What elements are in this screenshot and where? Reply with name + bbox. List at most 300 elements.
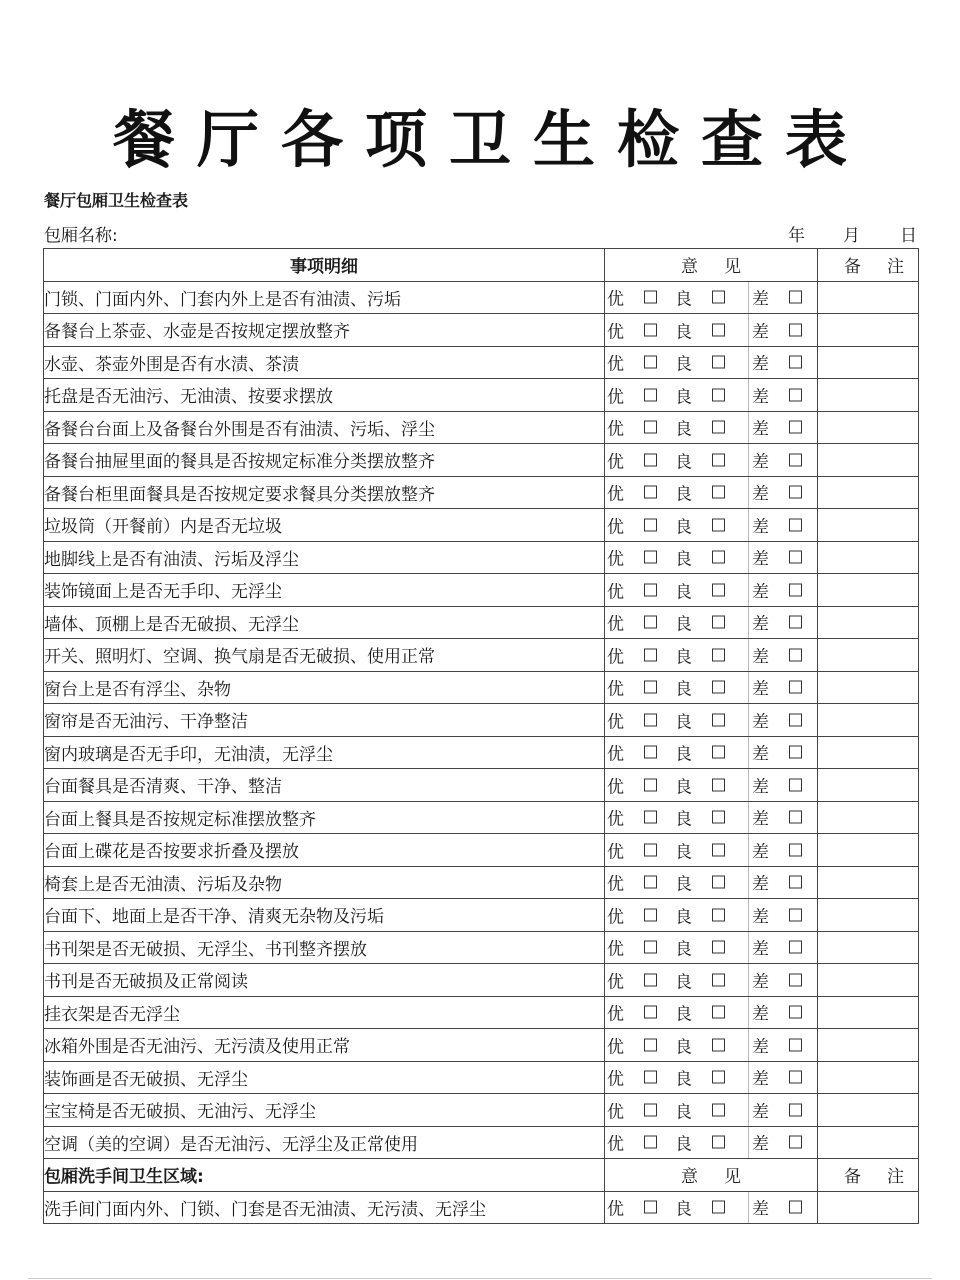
item-text: 台面下、地面上是否干净、清爽无杂物及污垢 bbox=[44, 899, 605, 932]
rating-fair-checkbox[interactable] bbox=[712, 453, 725, 466]
remark-cell[interactable] bbox=[818, 834, 919, 867]
rating-poor-checkbox[interactable] bbox=[789, 388, 802, 401]
remark-cell[interactable] bbox=[818, 931, 919, 964]
rating-poor-checkbox[interactable] bbox=[789, 778, 802, 791]
rating-fair-checkbox[interactable] bbox=[712, 421, 725, 434]
remark-cell[interactable] bbox=[818, 704, 919, 737]
rating-poor-label: 差 bbox=[752, 289, 769, 310]
table-row bbox=[44, 1126, 919, 1159]
rating-good-checkbox[interactable] bbox=[644, 616, 657, 629]
rating-poor-label: 差 bbox=[752, 907, 769, 928]
rating-fair-checkbox[interactable] bbox=[712, 583, 725, 596]
remark-cell[interactable] bbox=[818, 671, 919, 704]
remark-cell[interactable] bbox=[818, 379, 919, 412]
table-row bbox=[44, 801, 919, 834]
rating-good-option bbox=[607, 447, 657, 472]
rating-poor-option bbox=[752, 902, 802, 927]
remark-cell[interactable] bbox=[818, 866, 919, 899]
rating-cell bbox=[605, 509, 818, 542]
rating-poor-option bbox=[752, 675, 802, 700]
rating-poor-checkbox[interactable] bbox=[789, 453, 802, 466]
rating-good-checkbox[interactable] bbox=[644, 583, 657, 596]
rating-fair-checkbox[interactable] bbox=[712, 811, 725, 824]
rating-good-label: 优 bbox=[607, 1134, 624, 1155]
rating-good-option bbox=[607, 870, 657, 895]
column-divider bbox=[748, 347, 749, 379]
rating-good-label: 优 bbox=[607, 582, 624, 603]
rating-poor-checkbox[interactable] bbox=[789, 811, 802, 824]
rating-poor-option bbox=[752, 285, 802, 310]
remark-cell[interactable] bbox=[818, 1094, 919, 1127]
rating-fair-checkbox[interactable] bbox=[712, 388, 725, 401]
rating-poor-checkbox[interactable] bbox=[789, 551, 802, 564]
column-divider bbox=[748, 444, 749, 476]
item-text: 地脚线上是否有油渍、污垢及浮尘 bbox=[44, 541, 605, 574]
rating-poor-checkbox[interactable] bbox=[789, 876, 802, 889]
rating-fair-checkbox[interactable] bbox=[712, 973, 725, 986]
rating-poor-option bbox=[752, 1195, 802, 1220]
table-row bbox=[44, 281, 919, 314]
item-text: 备餐台台面上及备餐台外围是否有油渍、污垢、浮尘 bbox=[44, 411, 605, 444]
rating-good-option bbox=[607, 577, 657, 602]
rating-good-checkbox[interactable] bbox=[644, 291, 657, 304]
rating-good-checkbox[interactable] bbox=[644, 486, 657, 499]
rating-poor-label: 差 bbox=[752, 1004, 769, 1025]
column-divider bbox=[748, 639, 749, 671]
table-row bbox=[44, 574, 919, 607]
header-item: 事项明细 bbox=[44, 249, 605, 282]
rating-good-checkbox[interactable] bbox=[644, 356, 657, 369]
rating-fair-label: 良 bbox=[675, 614, 692, 635]
rating-good-option bbox=[607, 935, 657, 960]
rating-fair-option bbox=[675, 350, 725, 375]
table-row bbox=[44, 866, 919, 899]
rating-good-checkbox[interactable] bbox=[644, 648, 657, 661]
rating-poor-checkbox[interactable] bbox=[789, 713, 802, 726]
day-label: 日 bbox=[900, 226, 917, 246]
remark-cell[interactable] bbox=[818, 509, 919, 542]
table-row bbox=[44, 1191, 919, 1224]
rating-fair-label: 良 bbox=[675, 874, 692, 895]
rating-fair-checkbox[interactable] bbox=[712, 843, 725, 856]
rating-fair-label: 良 bbox=[675, 419, 692, 440]
remark-cell[interactable] bbox=[818, 996, 919, 1029]
column-divider bbox=[748, 542, 749, 574]
rating-fair-checkbox[interactable] bbox=[712, 486, 725, 499]
column-divider bbox=[748, 607, 749, 639]
remark-cell[interactable] bbox=[818, 541, 919, 574]
rating-cell bbox=[605, 671, 818, 704]
rating-good-checkbox[interactable] bbox=[644, 681, 657, 694]
rating-poor-label: 差 bbox=[752, 842, 769, 863]
rating-poor-checkbox[interactable] bbox=[789, 291, 802, 304]
remark-cell[interactable] bbox=[818, 574, 919, 607]
column-divider bbox=[748, 672, 749, 704]
rating-fair-checkbox[interactable] bbox=[712, 356, 725, 369]
rating-good-option bbox=[607, 740, 657, 765]
rating-fair-checkbox[interactable] bbox=[712, 1201, 725, 1214]
rating-good-option bbox=[607, 1130, 657, 1155]
rating-good-label: 优 bbox=[607, 1004, 624, 1025]
rating-cell bbox=[605, 314, 818, 347]
rating-cell bbox=[605, 834, 818, 867]
rating-good-checkbox[interactable] bbox=[644, 1103, 657, 1116]
sheet-subtitle: 餐厅包厢卫生检查表 bbox=[44, 191, 189, 210]
rating-fair-checkbox[interactable] bbox=[712, 713, 725, 726]
rating-good-checkbox[interactable] bbox=[644, 1038, 657, 1051]
rating-cell bbox=[605, 996, 818, 1029]
item-text: 台面上餐具是否按规定标准摆放整齐 bbox=[44, 801, 605, 834]
rating-poor-label: 差 bbox=[752, 1102, 769, 1123]
remark-cell[interactable] bbox=[818, 444, 919, 477]
rating-poor-checkbox[interactable] bbox=[789, 421, 802, 434]
rating-good-option bbox=[607, 642, 657, 667]
rating-fair-label: 良 bbox=[675, 647, 692, 668]
rating-poor-label: 差 bbox=[752, 582, 769, 603]
table-row bbox=[44, 346, 919, 379]
rating-fair-checkbox[interactable] bbox=[712, 941, 725, 954]
remark-cell[interactable] bbox=[818, 411, 919, 444]
rating-poor-option bbox=[752, 512, 802, 537]
rating-poor-checkbox[interactable] bbox=[789, 941, 802, 954]
rating-poor-label: 差 bbox=[752, 777, 769, 798]
rating-fair-label: 良 bbox=[675, 842, 692, 863]
rating-poor-checkbox[interactable] bbox=[789, 616, 802, 629]
table-row bbox=[44, 736, 919, 769]
rating-fair-option bbox=[675, 772, 725, 797]
table-row bbox=[44, 639, 919, 672]
rating-poor-checkbox[interactable] bbox=[789, 681, 802, 694]
rating-good-label: 优 bbox=[607, 744, 624, 765]
column-divider bbox=[748, 769, 749, 801]
table-row bbox=[44, 964, 919, 997]
rating-poor-option bbox=[752, 707, 802, 732]
rating-fair-option bbox=[675, 415, 725, 440]
rating-fair-option bbox=[675, 447, 725, 472]
rating-fair-checkbox[interactable] bbox=[712, 876, 725, 889]
rating-poor-option bbox=[752, 545, 802, 570]
rating-fair-checkbox[interactable] bbox=[712, 291, 725, 304]
rating-poor-option bbox=[752, 1000, 802, 1025]
remark-cell[interactable] bbox=[818, 314, 919, 347]
rating-fair-option bbox=[675, 740, 725, 765]
rating-good-checkbox[interactable] bbox=[644, 941, 657, 954]
table-row bbox=[44, 444, 919, 477]
rating-good-option bbox=[607, 675, 657, 700]
rating-cell bbox=[605, 736, 818, 769]
rating-poor-option bbox=[752, 837, 802, 862]
rating-good-label: 优 bbox=[607, 939, 624, 960]
rating-poor-checkbox[interactable] bbox=[789, 1136, 802, 1149]
rating-fair-checkbox[interactable] bbox=[712, 616, 725, 629]
rating-good-checkbox[interactable] bbox=[644, 323, 657, 336]
rating-poor-checkbox[interactable] bbox=[789, 1071, 802, 1084]
remark-cell[interactable] bbox=[818, 476, 919, 509]
column-divider bbox=[748, 1029, 749, 1061]
column-divider bbox=[748, 314, 749, 346]
item-text: 装饰画是否无破损、无浮尘 bbox=[44, 1061, 605, 1094]
rating-fair-option bbox=[675, 545, 725, 570]
remark-cell[interactable] bbox=[818, 346, 919, 379]
remark-cell[interactable] bbox=[818, 1029, 919, 1062]
column-divider bbox=[748, 477, 749, 509]
rating-fair-checkbox[interactable] bbox=[712, 746, 725, 759]
rating-fair-option bbox=[675, 610, 725, 635]
rating-good-checkbox[interactable] bbox=[644, 388, 657, 401]
rating-poor-label: 差 bbox=[752, 809, 769, 830]
rating-fair-checkbox[interactable] bbox=[712, 908, 725, 921]
rating-good-option bbox=[607, 382, 657, 407]
column-divider bbox=[748, 704, 749, 736]
rating-fair-option bbox=[675, 317, 725, 342]
table-row bbox=[44, 899, 919, 932]
rating-poor-option bbox=[752, 805, 802, 830]
rating-fair-option bbox=[675, 1097, 725, 1122]
column-divider bbox=[748, 867, 749, 899]
rating-fair-label: 良 bbox=[675, 679, 692, 700]
rating-good-label: 优 bbox=[607, 1069, 624, 1090]
rating-fair-label: 良 bbox=[675, 777, 692, 798]
rating-fair-checkbox[interactable] bbox=[712, 1103, 725, 1116]
rating-poor-option bbox=[752, 317, 802, 342]
rating-good-label: 优 bbox=[607, 1199, 624, 1220]
rating-good-option bbox=[607, 1065, 657, 1090]
rating-good-label: 优 bbox=[607, 712, 624, 733]
item-text: 冰箱外围是否无油污、无污渍及使用正常 bbox=[44, 1029, 605, 1062]
rating-good-checkbox[interactable] bbox=[644, 1201, 657, 1214]
rating-cell bbox=[605, 379, 818, 412]
rating-fair-label: 良 bbox=[675, 289, 692, 310]
item-text: 宝宝椅是否无破损、无油污、无浮尘 bbox=[44, 1094, 605, 1127]
item-text: 垃圾筒（开餐前）内是否无垃圾 bbox=[44, 509, 605, 542]
rating-good-checkbox[interactable] bbox=[644, 551, 657, 564]
rating-good-label: 优 bbox=[607, 322, 624, 343]
column-divider bbox=[748, 1127, 749, 1159]
rating-fair-checkbox[interactable] bbox=[712, 1006, 725, 1019]
rating-poor-option bbox=[752, 935, 802, 960]
page-bottom-divider bbox=[28, 1278, 932, 1279]
rating-fair-label: 良 bbox=[675, 322, 692, 343]
rating-good-checkbox[interactable] bbox=[644, 876, 657, 889]
rating-poor-option bbox=[752, 610, 802, 635]
remark-cell[interactable] bbox=[818, 1126, 919, 1159]
rating-good-checkbox[interactable] bbox=[644, 453, 657, 466]
rating-fair-checkbox[interactable] bbox=[712, 778, 725, 791]
item-text: 台面餐具是否清爽、干净、整洁 bbox=[44, 769, 605, 802]
rating-good-label: 优 bbox=[607, 842, 624, 863]
rating-fair-option bbox=[675, 902, 725, 927]
rating-poor-checkbox[interactable] bbox=[789, 1201, 802, 1214]
rating-poor-option bbox=[752, 1097, 802, 1122]
table-row bbox=[44, 541, 919, 574]
column-divider bbox=[748, 802, 749, 834]
item-text: 挂衣架是否无浮尘 bbox=[44, 996, 605, 1029]
rating-poor-checkbox[interactable] bbox=[789, 1006, 802, 1019]
rating-fair-label: 良 bbox=[675, 354, 692, 375]
item-text: 水壶、茶壶外围是否有水渍、茶渍 bbox=[44, 346, 605, 379]
remark-cell[interactable] bbox=[818, 801, 919, 834]
rating-fair-option bbox=[675, 837, 725, 862]
remark-cell[interactable] bbox=[818, 606, 919, 639]
rating-poor-option bbox=[752, 1130, 802, 1155]
column-divider bbox=[748, 1094, 749, 1126]
rating-poor-label: 差 bbox=[752, 549, 769, 570]
rating-fair-label: 良 bbox=[675, 712, 692, 733]
rating-cell bbox=[605, 411, 818, 444]
item-text: 备餐台柜里面餐具是否按规定要求餐具分类摆放整齐 bbox=[44, 476, 605, 509]
table-row bbox=[44, 314, 919, 347]
rating-fair-checkbox[interactable] bbox=[712, 681, 725, 694]
rating-fair-checkbox[interactable] bbox=[712, 551, 725, 564]
rating-poor-option bbox=[752, 1065, 802, 1090]
remark-cell[interactable] bbox=[818, 736, 919, 769]
rating-poor-checkbox[interactable] bbox=[789, 648, 802, 661]
table-row bbox=[44, 931, 919, 964]
item-text: 墙体、顶棚上是否无破损、无浮尘 bbox=[44, 606, 605, 639]
rating-poor-checkbox[interactable] bbox=[789, 583, 802, 596]
rating-fair-label: 良 bbox=[675, 452, 692, 473]
rating-fair-label: 良 bbox=[675, 549, 692, 570]
rating-fair-label: 良 bbox=[675, 972, 692, 993]
rating-good-option bbox=[607, 837, 657, 862]
rating-poor-checkbox[interactable] bbox=[789, 323, 802, 336]
remark-cell[interactable] bbox=[818, 639, 919, 672]
table-row bbox=[44, 704, 919, 737]
rating-good-label: 优 bbox=[607, 419, 624, 440]
rating-good-label: 优 bbox=[607, 972, 624, 993]
rating-fair-option bbox=[675, 707, 725, 732]
rating-good-label: 优 bbox=[607, 484, 624, 505]
table-row bbox=[44, 606, 919, 639]
rating-good-option bbox=[607, 1000, 657, 1025]
rating-fair-label: 良 bbox=[675, 1199, 692, 1220]
section-opinion: 意见 bbox=[605, 1159, 818, 1192]
rating-poor-label: 差 bbox=[752, 679, 769, 700]
item-text: 窗帘是否无油污、干净整洁 bbox=[44, 704, 605, 737]
rating-poor-option bbox=[752, 350, 802, 375]
rating-poor-label: 差 bbox=[752, 452, 769, 473]
rating-good-checkbox[interactable] bbox=[644, 1071, 657, 1084]
rating-good-label: 优 bbox=[607, 289, 624, 310]
page-title: 餐厅各项卫生检查表 bbox=[112, 103, 869, 176]
rating-fair-option bbox=[675, 577, 725, 602]
rating-fair-option bbox=[675, 1032, 725, 1057]
rating-poor-checkbox[interactable] bbox=[789, 356, 802, 369]
rating-good-label: 优 bbox=[607, 679, 624, 700]
rating-good-checkbox[interactable] bbox=[644, 518, 657, 531]
rating-poor-checkbox[interactable] bbox=[789, 1038, 802, 1051]
rating-fair-option bbox=[675, 480, 725, 505]
rating-poor-label: 差 bbox=[752, 874, 769, 895]
rating-poor-checkbox[interactable] bbox=[789, 486, 802, 499]
rating-poor-checkbox[interactable] bbox=[789, 843, 802, 856]
rating-poor-option bbox=[752, 577, 802, 602]
remark-cell[interactable] bbox=[818, 281, 919, 314]
remark-cell[interactable] bbox=[818, 899, 919, 932]
rating-fair-label: 良 bbox=[675, 517, 692, 538]
rating-good-label: 优 bbox=[607, 1102, 624, 1123]
rating-poor-checkbox[interactable] bbox=[789, 746, 802, 759]
rating-good-option bbox=[607, 285, 657, 310]
rating-poor-label: 差 bbox=[752, 322, 769, 343]
rating-good-checkbox[interactable] bbox=[644, 713, 657, 726]
table-row bbox=[44, 1094, 919, 1127]
column-divider bbox=[748, 379, 749, 411]
rating-poor-checkbox[interactable] bbox=[789, 518, 802, 531]
rating-poor-label: 差 bbox=[752, 647, 769, 668]
remark-cell[interactable] bbox=[818, 964, 919, 997]
rating-cell bbox=[605, 769, 818, 802]
item-text: 开关、照明灯、空调、换气扇是否无破损、使用正常 bbox=[44, 639, 605, 672]
remark-cell[interactable] bbox=[818, 1061, 919, 1094]
rating-good-option bbox=[607, 772, 657, 797]
item-text: 书刊是否无破损及正常阅读 bbox=[44, 964, 605, 997]
rating-fair-option bbox=[675, 870, 725, 895]
rating-good-option bbox=[607, 610, 657, 635]
rating-cell bbox=[605, 704, 818, 737]
rating-cell bbox=[605, 606, 818, 639]
table-row bbox=[44, 411, 919, 444]
rating-good-checkbox[interactable] bbox=[644, 908, 657, 921]
rating-good-checkbox[interactable] bbox=[644, 973, 657, 986]
rating-fair-checkbox[interactable] bbox=[712, 518, 725, 531]
table-row bbox=[44, 1061, 919, 1094]
rating-poor-option bbox=[752, 415, 802, 440]
rating-poor-label: 差 bbox=[752, 517, 769, 538]
rating-good-label: 优 bbox=[607, 549, 624, 570]
rating-fair-checkbox[interactable] bbox=[712, 648, 725, 661]
rating-good-checkbox[interactable] bbox=[644, 746, 657, 759]
rating-cell bbox=[605, 1094, 818, 1127]
item-text: 门锁、门面内外、门套内外上是否有油渍、污垢 bbox=[44, 281, 605, 314]
rating-fair-checkbox[interactable] bbox=[712, 323, 725, 336]
rating-fair-checkbox[interactable] bbox=[712, 1071, 725, 1084]
rating-poor-checkbox[interactable] bbox=[789, 973, 802, 986]
rating-good-checkbox[interactable] bbox=[644, 778, 657, 791]
rating-fair-option bbox=[675, 512, 725, 537]
rating-poor-checkbox[interactable] bbox=[789, 908, 802, 921]
rating-good-checkbox[interactable] bbox=[644, 421, 657, 434]
rating-good-label: 优 bbox=[607, 387, 624, 408]
table-row bbox=[44, 509, 919, 542]
rating-fair-checkbox[interactable] bbox=[712, 1038, 725, 1051]
rating-good-option bbox=[607, 512, 657, 537]
rating-cell bbox=[605, 444, 818, 477]
rating-good-checkbox[interactable] bbox=[644, 811, 657, 824]
rating-good-checkbox[interactable] bbox=[644, 1136, 657, 1149]
column-divider bbox=[748, 932, 749, 964]
remark-cell[interactable] bbox=[818, 769, 919, 802]
item-text: 窗内玻璃是否无手印，无油渍，无浮尘 bbox=[44, 736, 605, 769]
item-text: 洗手间门面内外、门锁、门套是否无油渍、无污渍、无浮尘 bbox=[44, 1191, 605, 1224]
rating-fair-option bbox=[675, 285, 725, 310]
rating-good-option bbox=[607, 480, 657, 505]
rating-cell bbox=[605, 541, 818, 574]
rating-good-checkbox[interactable] bbox=[644, 1006, 657, 1019]
table-row bbox=[44, 834, 919, 867]
rating-poor-option bbox=[752, 740, 802, 765]
item-text: 备餐台抽屉里面的餐具是否按规定标准分类摆放整齐 bbox=[44, 444, 605, 477]
rating-poor-checkbox[interactable] bbox=[789, 1103, 802, 1116]
rating-good-option bbox=[607, 350, 657, 375]
rating-cell bbox=[605, 964, 818, 997]
remark-cell[interactable] bbox=[818, 1191, 919, 1224]
rating-poor-option bbox=[752, 480, 802, 505]
month-label: 月 bbox=[843, 226, 860, 246]
rating-fair-checkbox[interactable] bbox=[712, 1136, 725, 1149]
rating-good-checkbox[interactable] bbox=[644, 843, 657, 856]
rating-cell bbox=[605, 866, 818, 899]
